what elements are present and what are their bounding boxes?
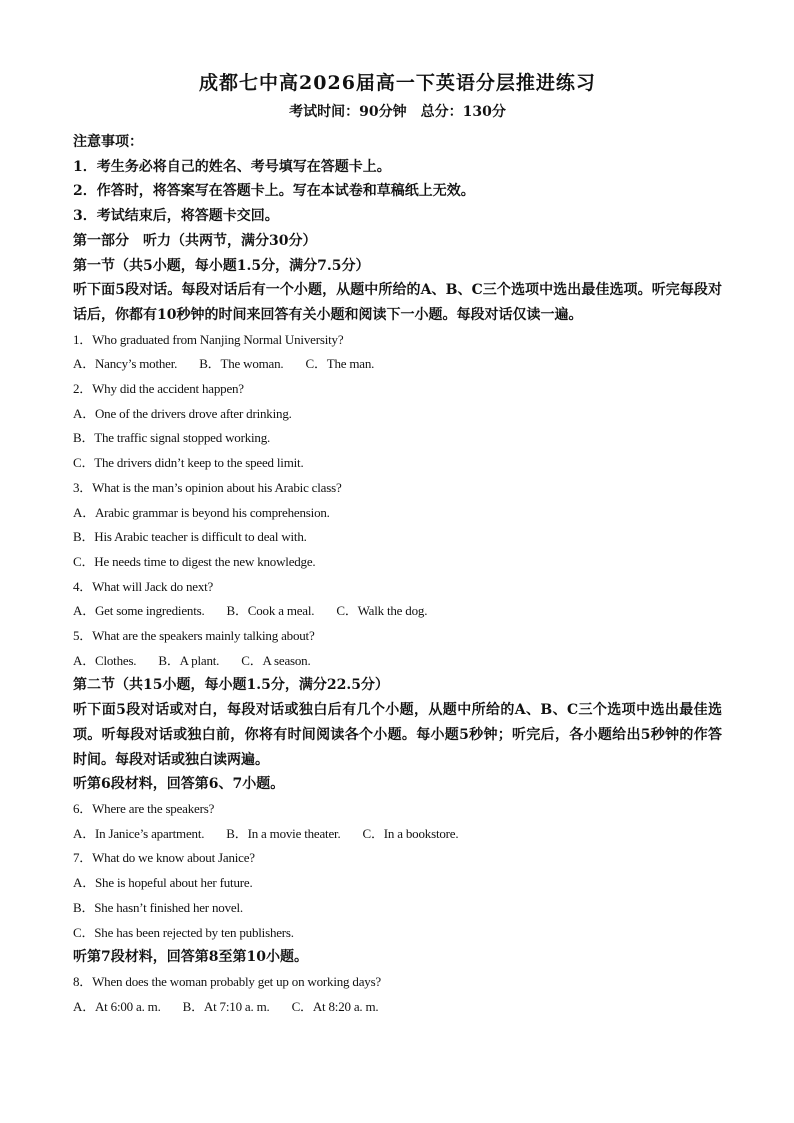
option-a: A．Nancy’s mother. <box>73 356 178 372</box>
option-b: B．She hasn’t finished her novel. <box>73 899 243 915</box>
section2-instruction: 听下面5段对话或对白，每段对话或独白后有几个小题，从题中所给的A、B、C三个选项中选出最佳选项。听每段对话或独白前，你将有时间阅读各个小题。每小题5秒钟；听完后，各小题给出5秒钟的作答时间。每段对话或独白读两遍。 <box>73 702 722 768</box>
option-c: C．A season. <box>241 652 311 668</box>
material-6-heading: 听第6段材料，回答第6、7小题。 <box>73 776 285 793</box>
question-2-stem: 2．Why did the accident happen? <box>73 381 244 397</box>
option-b: B．Cook a meal. <box>226 603 315 619</box>
question-1-stem: 1．Who graduated from Nanjing Normal University? <box>73 331 344 347</box>
page-title: 成都七中高2026届高一下英语分层推进练习 <box>199 72 596 94</box>
question-3-stem: 3．What is the man’s opinion about his Arabic class? <box>73 479 342 495</box>
note-item: 1．考生务必将自己的姓名、考号填写在答题卡上。 <box>73 158 391 175</box>
question-8-options <box>73 995 722 1020</box>
question-6-stem: 6．Where are the speakers? <box>73 800 215 816</box>
option-a: A．She is hopeful about her future. <box>73 875 253 891</box>
option-c: C．He needs time to digest the new knowledge. <box>73 553 316 569</box>
question-4-stem: 4．What will Jack do next? <box>73 578 214 594</box>
option-a: A．At 6:00 a. m. <box>73 998 161 1014</box>
section1-heading: 第一节（共5小题，每小题1.5分，满分7.5分） <box>73 257 370 274</box>
question-7-stem: 7．What do we know about Janice? <box>73 850 255 866</box>
option-b: B．His Arabic teacher is difficult to deal with. <box>73 529 307 545</box>
option-a: A．In Janice’s apartment. <box>73 825 205 841</box>
question-4-options <box>73 599 722 624</box>
option-a: A．Clothes. <box>73 652 137 668</box>
question-8-stem: 8．When does the woman probably get up on working days? <box>73 973 381 989</box>
question-5-options <box>73 649 722 674</box>
option-c: C．The man. <box>305 356 375 372</box>
exam-meta: 考试时间：90分钟 总分：130分 <box>289 104 506 120</box>
notes-heading: 注意事项： <box>73 134 143 150</box>
option-c: C．She has been rejected by ten publishers. <box>73 924 294 940</box>
section1-instruction: 听下面5段对话。每段对话后有一个小题，从题中所给的A、B、C三个选项中选出最佳选项。听完每段对话后，你都有10秒钟的时间来回答有关小题和阅读下一小题。每段对话仅读一遍。 <box>73 282 722 323</box>
option-b: B．A plant. <box>158 652 220 668</box>
option-c: C．In a bookstore. <box>362 825 459 841</box>
note-item: 3．考试结束后，将答题卡交回。 <box>73 208 279 225</box>
material-7-heading: 听第7段材料，回答第8至第10小题。 <box>73 949 308 966</box>
option-b: B．At 7:10 a. m. <box>182 998 270 1014</box>
note-item: 2．作答时，将答案写在答题卡上。写在本试卷和草稿纸上无效。 <box>73 183 475 200</box>
section2-heading: 第二节（共15小题，每小题1.5分，满分22.5分） <box>73 677 389 694</box>
option-a: A．Arabic grammar is beyond his comprehension. <box>73 504 330 520</box>
question-5-stem: 5．What are the speakers mainly talking about? <box>73 628 315 644</box>
question-6-options <box>73 822 722 847</box>
option-a: A．One of the drivers drove after drinking. <box>73 405 292 421</box>
question-1-options <box>73 352 722 377</box>
option-b: B．In a movie theater. <box>226 825 341 841</box>
option-c: C．At 8:20 a. m. <box>291 998 379 1014</box>
option-c: C．The drivers didn’t keep to the speed limit. <box>73 455 304 471</box>
part1-heading: 第一部分 听力（共两节，满分30分） <box>73 232 317 249</box>
option-a: A．Get some ingredients. <box>73 603 205 619</box>
option-b: B．The traffic signal stopped working. <box>73 430 271 446</box>
option-c: C．Walk the dog. <box>336 603 428 619</box>
option-b: B．The woman. <box>199 356 284 372</box>
